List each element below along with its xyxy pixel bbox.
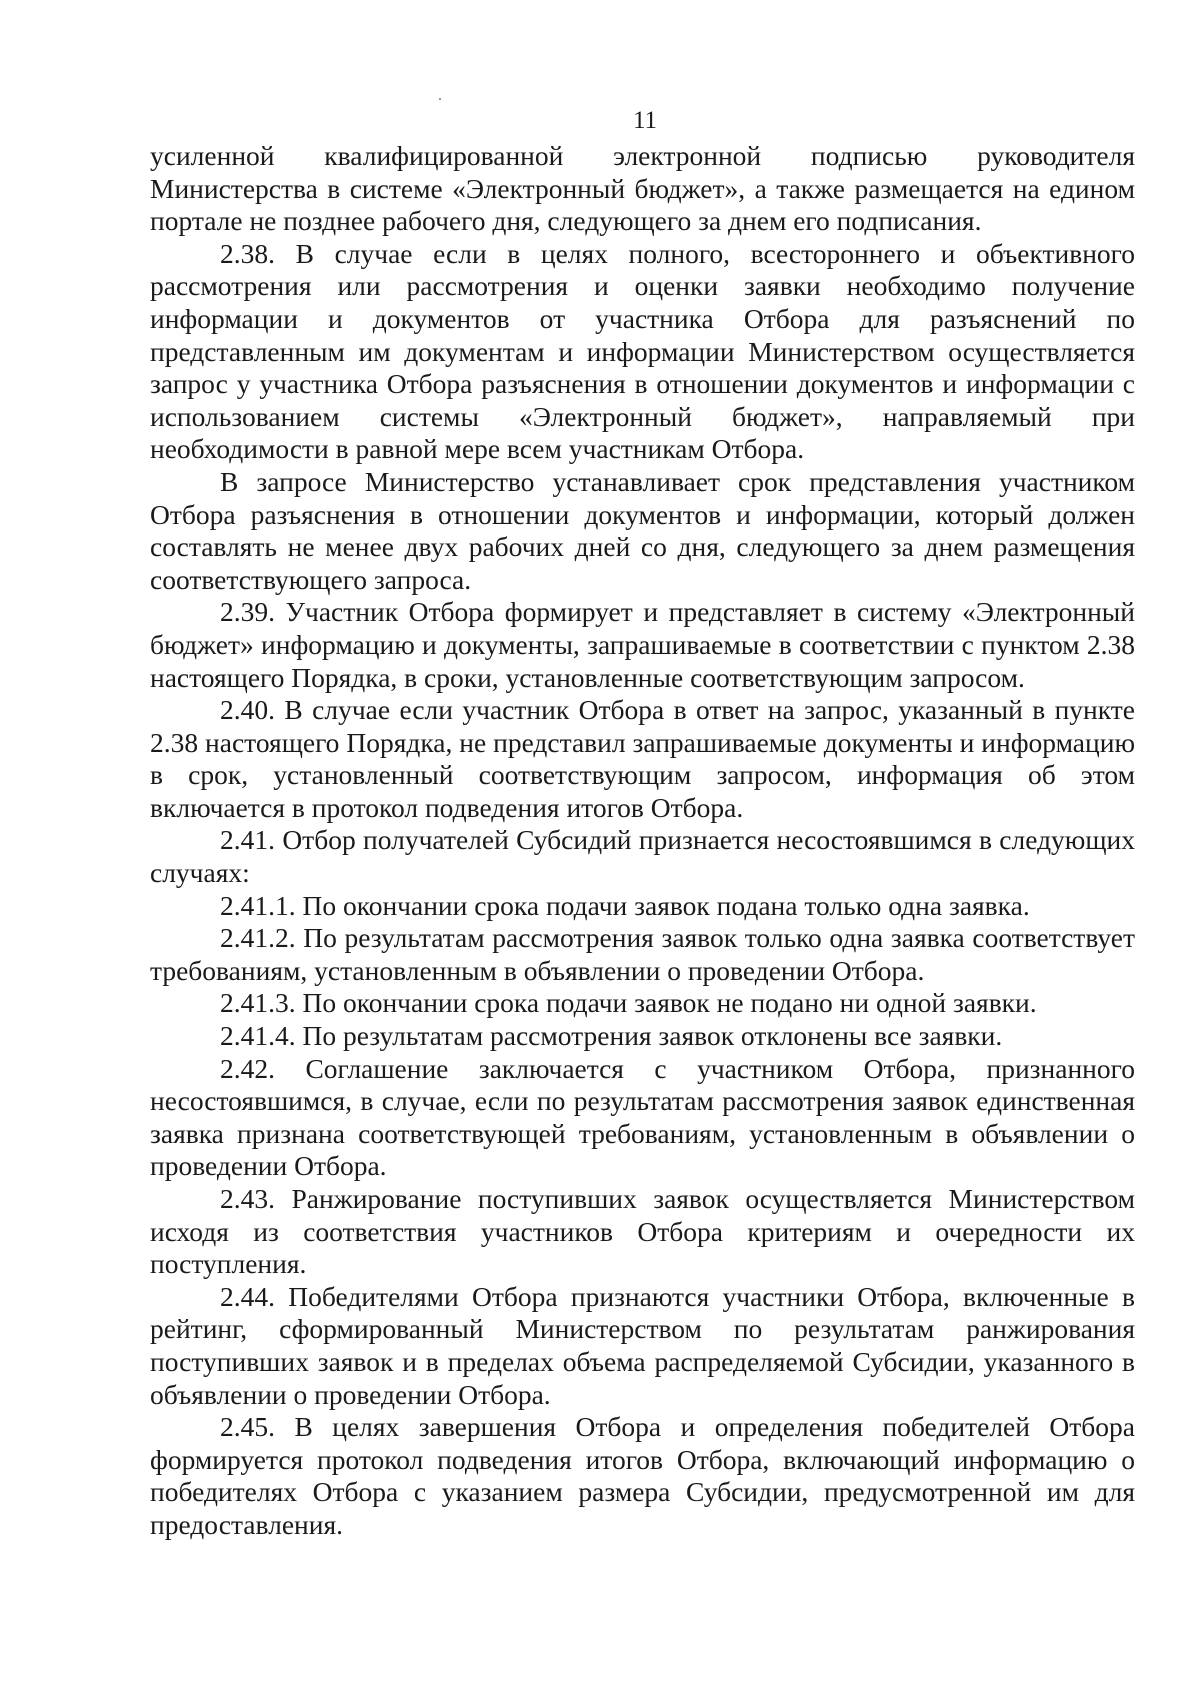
paragraph-2-41-4: 2.41.4. По результатам рассмотрения заявок отклонены все заявки. bbox=[220, 1020, 1003, 1052]
paragraph-2-44: 2.44. Победителями Отбора признаются участники Отбора, включенные в рейтинг, сформированный Министерством по результатам ранжирования поступивших заявок и в пределах объема распределяемой Субсидии, указанного в объявлении о проведении Отбора. bbox=[150, 1280, 1135, 1410]
paragraph-2-38-request: В запросе Министерство устанавливает срок представления участником Отбора разъяснения в отношении документов и информации, который должен составлять не менее двух рабочих дней со дня, следующего за днем размещения соответствующего запроса. bbox=[150, 465, 1135, 595]
document-body bbox=[150, 140, 1135, 1542]
paragraph-2-43: 2.43. Ранжирование поступивших заявок осуществляется Министерством исходя из соответствия участников Отбора критериям и очередности их поступления. bbox=[150, 1183, 1135, 1280]
paragraph-2-39: 2.39. Участник Отбора формирует и представляет в систему «Электронный бюджет» информацию и документы, запрашиваемые в соответствии с пунктом 2.38 настоящего Порядка, в сроки, установленные соответствующим запросом. bbox=[150, 596, 1135, 693]
paragraph-2-45: 2.45. В целях завершения Отбора и определения победителей Отбора формируется протокол подведения итогов Отбора, включающий информацию о победителях Отбора с указанием размера Субсидии, предусмотренной им для предоставления. bbox=[150, 1411, 1135, 1540]
paragraph-2-41: 2.41. Отбор получателей Субсидий признается несостоявшимся в следующих случаях: bbox=[150, 824, 1135, 889]
paragraph-2-40: 2.40. В случае если участник Отбора в ответ на запрос, указанный в пункте 2.38 настоящего Порядка, не представил запрашиваемые документы и информацию в срок, установленный соответствующим запросом, информация об этом включается в протокол подведения итогов Отбора. bbox=[150, 694, 1135, 823]
scan-speck bbox=[439, 98, 441, 100]
paragraph-2-41-3: 2.41.3. По окончании срока подачи заявок не подано ни одной заявки. bbox=[220, 987, 1037, 1019]
paragraph-continuation: усиленной квалифицированной электронной подписью руководителя Министерства в системе «Электронный бюджет», а также размещается на едином портале не позднее рабочего дня, следующего за днем его подписания. bbox=[150, 140, 1135, 237]
paragraph-2-42: 2.42. Соглашение заключается с участником Отбора, признанного несостоявшимся, в случае, если по результатам рассмотрения заявок единственная заявка признана соответствующей требованиям, установленным в объявлении о проведении Отбора. bbox=[150, 1052, 1135, 1182]
page-number: 11 bbox=[632, 107, 658, 134]
paragraph-2-38: 2.38. В случае если в целях полного, всестороннего и объективного рассмотрения или рассмотрения и оценки заявки необходимо получение информации и документов от участника Отбора для разъяснений по представленным им документам и информации Министерством осуществляется запрос у участника Отбора разъяснения в отношении документов и информации с использованием системы «Электронный бюджет», направляемый при необходимости в равной мере всем участникам Отбора. bbox=[150, 237, 1135, 465]
paragraph-2-41-2: 2.41.2. По результатам рассмотрения заявок только одна заявка соответствует требованиям, установленным в объявлении о проведении Отбора. bbox=[150, 922, 1135, 986]
paragraph-2-41-1: 2.41.1. По окончании срока подачи заявок подана только одна заявка. bbox=[220, 889, 1030, 921]
